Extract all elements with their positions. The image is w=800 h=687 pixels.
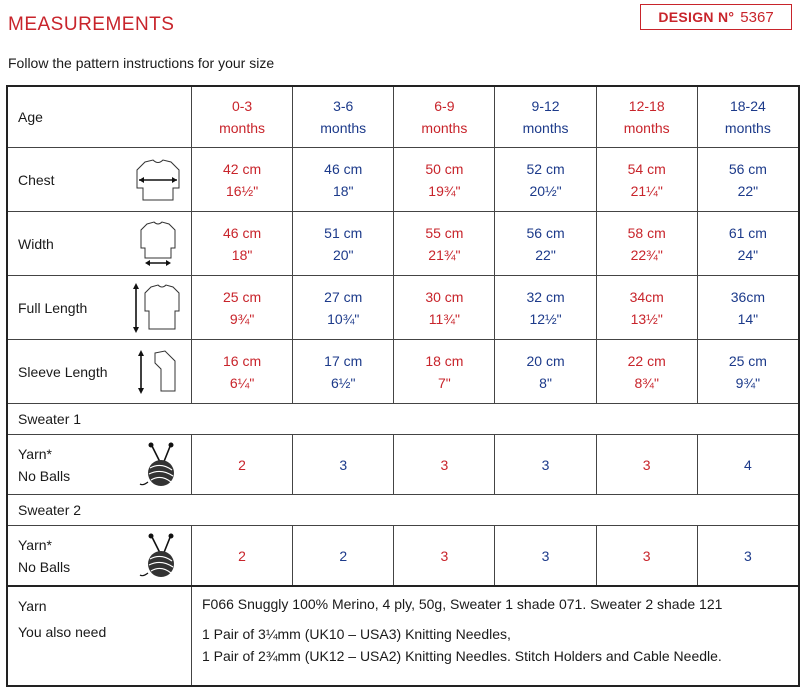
sweater2-heading: Sweater 2 xyxy=(7,495,799,526)
width-label-cell xyxy=(7,212,192,276)
sweater2-yarn-row xyxy=(7,526,799,587)
age-label: Age xyxy=(7,86,192,148)
hem-width-garment-icon xyxy=(133,220,183,268)
yarn-label: Yarn* xyxy=(18,536,52,553)
sweater1-heading: Sweater 1 xyxy=(7,404,799,435)
full-length-cell: 32 cm 12½" xyxy=(495,276,596,340)
full-length-row xyxy=(7,276,799,340)
page-title: MEASUREMENTS xyxy=(8,14,175,35)
sleeve-length-label: Sleeve Length xyxy=(18,363,108,380)
sleeve-length-cell: 20 cm 8" xyxy=(495,340,596,404)
sweater1-balls-cell: 2 xyxy=(192,435,293,495)
width-cell: 56 cm 22" xyxy=(495,212,596,276)
design-label: DESIGN N° xyxy=(658,9,735,25)
yarn-label: Yarn* xyxy=(18,445,52,462)
sleeve-length-garment-icon xyxy=(133,347,183,397)
sweater1-heading-row xyxy=(7,404,799,435)
footer-yarn-text: F066 Snuggly 100% Merino, 4 ply, 50g, Sweater 1 shade 071. Sweater 2 shade 121 xyxy=(202,596,723,612)
width-row xyxy=(7,212,799,276)
chest-cell: 42 cm 16½" xyxy=(192,148,293,212)
age-cell: 18-24 months xyxy=(697,86,799,148)
footer-row xyxy=(7,586,799,686)
sweater2-balls-cell: 3 xyxy=(495,526,596,587)
width-cell: 51 cm 20" xyxy=(293,212,394,276)
age-cell: 9-12 months xyxy=(495,86,596,148)
footer-need-label: You also need xyxy=(18,624,107,640)
sweater2-heading-row xyxy=(7,495,799,526)
age-cell: 0-3 months xyxy=(192,86,293,148)
sweater2-balls-cell: 3 xyxy=(697,526,799,587)
full-length-garment-icon xyxy=(131,281,183,335)
no-balls-label: No Balls xyxy=(18,467,71,484)
width-label: Width xyxy=(18,235,54,252)
width-cell: 61 cm 24" xyxy=(697,212,799,276)
sweater1-yarn-row xyxy=(7,435,799,495)
chest-label: Chest xyxy=(18,171,55,188)
chest-width-garment-icon xyxy=(133,158,183,202)
chest-row xyxy=(7,148,799,212)
sweater1-balls-cell: 4 xyxy=(697,435,799,495)
full-length-cell: 34cm 13½" xyxy=(596,276,697,340)
full-length-label-cell xyxy=(7,276,192,340)
chest-cell: 46 cm 18" xyxy=(293,148,394,212)
sweater1-balls-cell: 3 xyxy=(394,435,495,495)
sweater1-yarn-label-cell xyxy=(7,435,192,495)
width-cell: 58 cm 22¾" xyxy=(596,212,697,276)
measurements-table xyxy=(6,85,800,687)
footer-yarn-label: Yarn xyxy=(18,598,47,614)
chest-cell: 50 cm 19¾" xyxy=(394,148,495,212)
sweater2-balls-cell: 2 xyxy=(192,526,293,587)
full-length-cell: 30 cm 11¾" xyxy=(394,276,495,340)
sweater1-balls-cell: 3 xyxy=(596,435,697,495)
sweater2-balls-cell: 3 xyxy=(596,526,697,587)
no-balls-label: No Balls xyxy=(18,558,71,575)
sleeve-length-cell: 16 cm 6¼" xyxy=(192,340,293,404)
footer-need-line1: 1 Pair of 3¼mm (UK10 – USA3) Knitting Needles, xyxy=(202,626,511,642)
design-number: 5367 xyxy=(740,8,774,26)
full-length-label: Full Length xyxy=(18,299,88,316)
sleeve-length-cell: 17 cm 6½" xyxy=(293,340,394,404)
sleeve-length-cell: 25 cm 9¾" xyxy=(697,340,799,404)
width-cell: 55 cm 21¾" xyxy=(394,212,495,276)
sleeve-length-label-cell xyxy=(7,340,192,404)
age-cell: 6-9 months xyxy=(394,86,495,148)
sweater2-yarn-label-cell xyxy=(7,526,192,587)
full-length-cell: 36cm 14" xyxy=(697,276,799,340)
chest-label-cell xyxy=(7,148,192,212)
yarn-ball-icon xyxy=(139,442,183,488)
full-length-cell: 25 cm 9¾" xyxy=(192,276,293,340)
age-cell: 3-6 months xyxy=(293,86,394,148)
chest-cell: 54 cm 21¼" xyxy=(596,148,697,212)
sweater2-balls-cell: 2 xyxy=(293,526,394,587)
full-length-cell: 27 cm 10¾" xyxy=(293,276,394,340)
sweater2-balls-cell: 3 xyxy=(394,526,495,587)
subtitle: Follow the pattern instructions for your size xyxy=(8,55,275,71)
footer-values xyxy=(192,586,800,686)
yarn-ball-icon xyxy=(139,533,183,579)
age-cell: 12-18 months xyxy=(596,86,697,148)
footer-need-line2: 1 Pair of 2¾mm (UK12 – USA2) Knitting Needles. Stitch Holders and Cable Needle. xyxy=(202,648,722,664)
sweater1-balls-cell: 3 xyxy=(495,435,596,495)
sleeve-length-cell: 22 cm 8¾" xyxy=(596,340,697,404)
chest-cell: 56 cm 22" xyxy=(697,148,799,212)
sleeve-length-cell: 18 cm 7" xyxy=(394,340,495,404)
sweater1-balls-cell: 3 xyxy=(293,435,394,495)
sleeve-length-row xyxy=(7,340,799,404)
footer-labels xyxy=(7,586,192,686)
width-cell: 46 cm 18" xyxy=(192,212,293,276)
design-number-box xyxy=(640,4,792,30)
age-row xyxy=(7,86,799,148)
chest-cell: 52 cm 20½" xyxy=(495,148,596,212)
